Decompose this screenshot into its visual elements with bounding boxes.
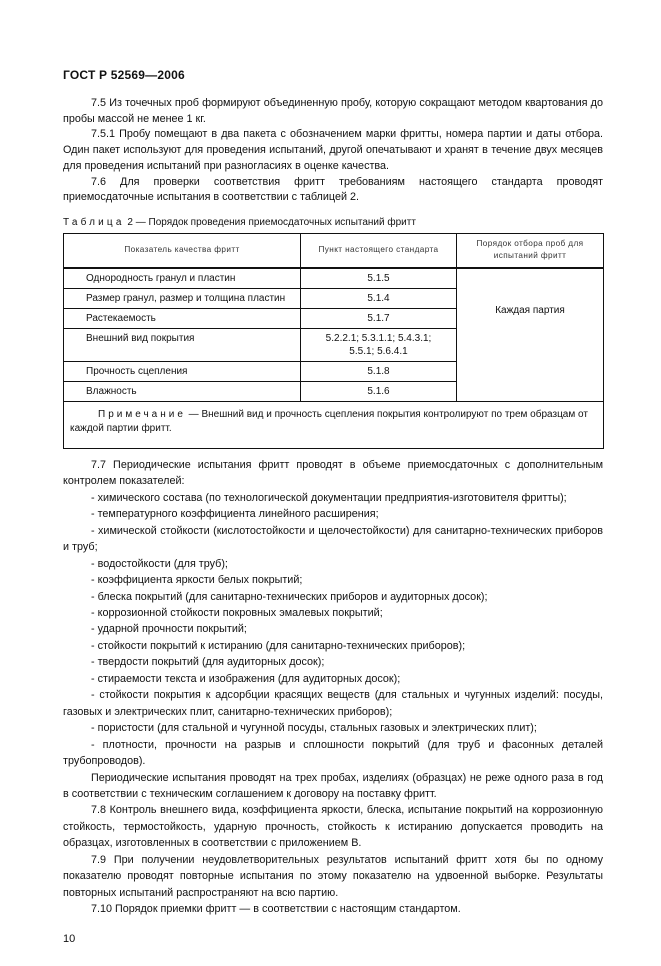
list-item: - температурного коэффициента линейного расширения; <box>91 508 379 521</box>
sampling-cell: Каждая партия <box>457 268 604 402</box>
top-paragraphs <box>63 96 603 206</box>
paragraph-7-10: 7.10 Порядок приемки фритт — в соответствии с настоящим стандартом. <box>91 903 461 916</box>
list-item: - плотности, прочности на разрыв и сплошности покрытий (для труб и фасонных деталей трубопроводов). <box>63 738 603 768</box>
header-quality-indicator: Показатель качества фритт <box>64 233 301 268</box>
list-item: - блеска покрытий (для санитарно-технических приборов и аудиторных досок); <box>91 590 488 603</box>
page-number: 10 <box>63 932 76 945</box>
list-item: - стойкости покрытий к истиранию (для санитарно-технических приборов); <box>91 639 466 652</box>
list-item: - стираемости текста и изображения (для аудиторных досок); <box>91 672 401 685</box>
list-item: - химического состава (по технологической документации предприятия-изготовителя фритты); <box>91 491 567 504</box>
list-item: - твердости покрытий (для аудиторных досок); <box>91 656 325 669</box>
table-caption-label: Таблица <box>63 216 125 228</box>
row-indicator: Влажность <box>64 381 301 401</box>
row-clause: 5.2.2.1; 5.3.1.1; 5.4.3.1; 5.5.1; 5.6.4.1 <box>301 328 457 361</box>
row-indicator: Прочность сцепления <box>64 361 301 381</box>
list-item: - коррозионной стойкости покровных эмалевых покрытий; <box>91 607 383 619</box>
row-clause: 5.1.8 <box>301 361 457 381</box>
list-item: - химической стойкости (кислотостойкости и щелочестойкости) для санитарно-технических приборов и труб; <box>63 524 603 554</box>
row-indicator: Внешний вид покрытия <box>64 328 301 361</box>
list-item: - ударной прочности покрытий; <box>91 623 247 636</box>
bottom-paragraphs <box>63 457 603 918</box>
acceptance-tests-table <box>63 233 604 449</box>
table-note <box>64 401 604 448</box>
note-label: Примечание <box>98 408 186 420</box>
paragraph-7-7: 7.7 Периодические испытания фритт проводят в объеме приемосдаточных с дополнительным контролем показателей: <box>63 458 603 488</box>
header-sampling-order: Порядок отбора проб для испытаний фритт <box>457 233 604 268</box>
list-item: - водостойкости (для труб); <box>91 557 228 570</box>
header-standard-clause: Пункт настоящего стандарта <box>301 233 457 268</box>
table-note-row <box>64 401 604 448</box>
table-caption-text: 2 — Порядок проведения приемосдаточных испытаний фритт <box>127 216 416 228</box>
row-clause: 5.1.5 <box>301 268 457 289</box>
table-row <box>64 268 604 289</box>
row-indicator: Размер гранул, размер и толщина пластин <box>64 288 301 308</box>
list-item: - стойкости покрытия к адсорбции красящих веществ (для стальных и чугунных изделий: посуды, газовых и электрических плит, санитарно-технических приборов); <box>63 689 603 718</box>
list-item: - коэффициента яркости белых покрытий; <box>91 574 303 587</box>
row-clause: 5.1.6 <box>301 381 457 401</box>
paragraph-7-9: 7.9 При получении неудовлетворительных результатов испытаний фритт хотя бы по одному показателю проводят повторные испытания по этому показателю на удвоенной выборке. Результаты повторных испытаний распространяют на всю партию. <box>63 853 603 899</box>
document-header: ГОСТ Р 52569—2006 <box>63 68 185 82</box>
row-clause: 5.1.4 <box>301 288 457 308</box>
table-caption <box>63 216 603 229</box>
row-clause: 5.1.7 <box>301 308 457 328</box>
row-indicator: Однородность гранул и пластин <box>64 268 301 289</box>
note-text: — Внешний вид и прочность сцепления покрытия контролируют по трем образцам от каждой партии фритт. <box>70 408 588 434</box>
paragraph-7-5-1: 7.5.1 Пробу помещают в два пакета с обозначением марки фритты, номера партии и даты отбора. Один пакет используют для проведения испытаний, другой опечатывают и хранят в течение двух месяцев для проведения испытаний при разногласиях в оценке качества. <box>63 128 603 172</box>
paragraph-7-5: 7.5 Из точечных проб формируют объединенную пробу, которую сокращают методом квартования до пробы массой не менее 1 кг. <box>63 97 603 125</box>
paragraph-7-8: 7.8 Контроль внешнего вида, коэффициента яркости, блеска, испытание покрытий на коррозионную стойкость, термостойкость, ударную прочность, стойкость к истиранию допускается проводить на образцах, изготовленных в соответствии с приложением В. <box>63 804 603 850</box>
list-item: - пористости (для стальной и чугунной посуды, стальных газовых и электрических плит); <box>91 722 537 735</box>
row-indicator: Растекаемость <box>64 308 301 328</box>
table-header-row <box>64 233 604 268</box>
paragraph-7-6: 7.6 Для проверки соответствия фритт требованиям настоящего стандарта проводят приемосдаточные испытания в соответствии с таблицей 2. <box>63 175 603 204</box>
paragraph-periodic-tests: Периодические испытания проводят на трех пробах, изделиях (образцах) не реже одного раза в год в соответствии с техническим соглашением к договору на поставку фритт. <box>63 771 603 800</box>
